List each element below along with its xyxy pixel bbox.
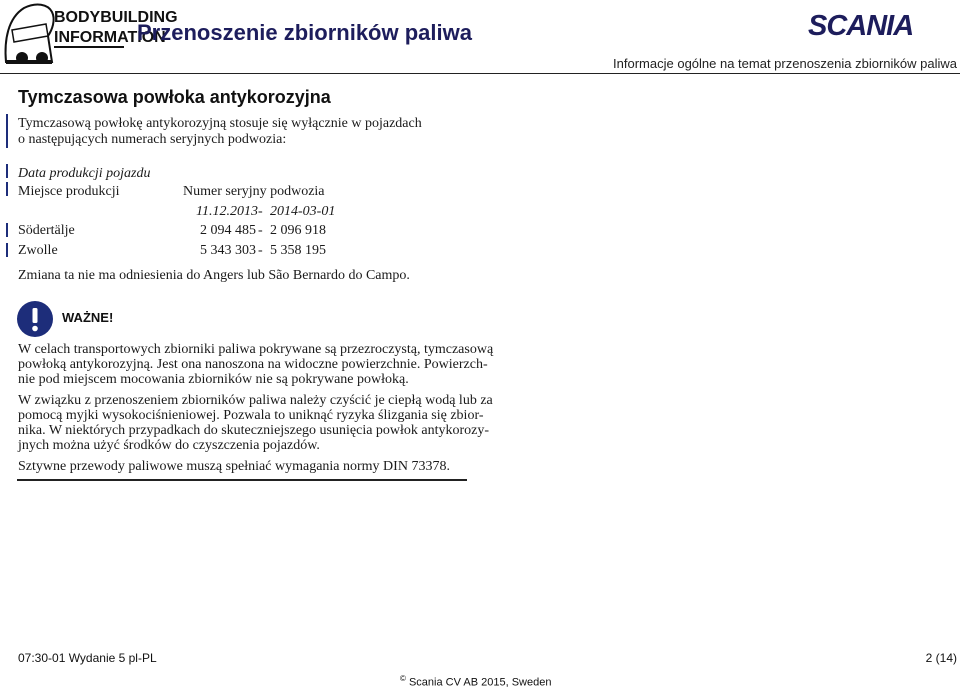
intro-line: o następujących numerach seryjnych podwozia: (18, 132, 287, 147)
warning-text-line: W związku z przenoszeniem zbiorników paliwa należy czyścić je ciepłą wodą lub za (18, 393, 493, 408)
footer-document-id: 07:30-01 Wydanie 5 pl-PL (18, 651, 157, 665)
row-serial-to: 5 358 195 (270, 243, 326, 258)
copyright-symbol: © (400, 674, 406, 683)
column-header-place: Miejsce produkcji (18, 184, 120, 199)
warning-text-line: W celach transportowych zbiorniki paliwa pokrywane są przezroczystą, tymczasową (18, 342, 494, 357)
warning-end-rule (17, 479, 467, 481)
dash: - (258, 223, 263, 238)
dash: - (258, 243, 263, 258)
change-bar (6, 243, 8, 257)
exclamation-warning-icon (16, 300, 54, 338)
scania-logo (808, 10, 913, 43)
footer-page-number: 2 (14) (925, 651, 957, 665)
row-serial-to: 2 096 918 (270, 223, 326, 238)
row-serial-from: 5 343 303 (200, 243, 256, 258)
logo-line-1: BODYBUILDING (54, 9, 178, 26)
row-serial-from: 2 094 485 (200, 223, 256, 238)
table-caption: Data produkcji pojazdu (18, 166, 151, 181)
warning-title: WAŻNE! (62, 310, 114, 325)
column-header-serial: Numer seryjny podwozia (183, 184, 325, 199)
document-subtitle: Informacje ogólne na temat przenoszenia zbiorników paliwa (613, 56, 957, 71)
row-place: Zwolle (18, 243, 58, 258)
warning-text-line: Sztywne przewody paliwowe muszą spełniać wymagania normy DIN 73378. (18, 459, 450, 474)
dash: - (258, 204, 263, 219)
section-title: Tymczasowa powłoka antykorozyjna (18, 87, 331, 107)
document-title: Przenoszenie zbiorników paliwa (137, 20, 472, 45)
warning-text-line: powłoką antykorozyjną. Jest ona nanoszona na widoczne powierzchnie. Powierzch- (18, 357, 488, 372)
header-divider (0, 73, 960, 74)
intro-line: Tymczasową powłokę antykorozyjną stosuje się wyłącznie w pojazdach (18, 116, 422, 131)
footer-copyright (400, 674, 551, 689)
change-bar (6, 223, 8, 237)
change-bar (6, 114, 8, 148)
row-place: Södertälje (18, 223, 75, 238)
change-bar (6, 182, 8, 196)
change-bar (6, 164, 8, 178)
date-from: 11.12.2013 (196, 204, 258, 219)
copyright-text: Scania CV AB 2015, Sweden (408, 676, 552, 689)
date-to: 2014-03-01 (270, 204, 336, 219)
section-note: Zmiana ta nie ma odniesienia do Angers lub São Bernardo do Campo. (18, 268, 410, 283)
bodybuilding-information-logo (2, 0, 178, 68)
warning-text-line: nie pod miejscem mocowania zbiorników nie są pokrywane powłoką. (18, 372, 409, 387)
scania-wordmark: SCANIA (808, 10, 914, 42)
warning-text-line: pomocą myjki wysokociśnieniowej. Pozwala to uniknąć ryzyka ślizgania się zbior- (18, 408, 484, 423)
warning-text-line: nika. W niektórych przypadkach do skuteczniejszego usunięcia powłok antykorozy- (18, 423, 490, 438)
warning-text-line: jnych można użyć środków do czyszczenia pojazdów. (18, 438, 320, 453)
logo-line-2: INFORMATION (54, 29, 166, 46)
